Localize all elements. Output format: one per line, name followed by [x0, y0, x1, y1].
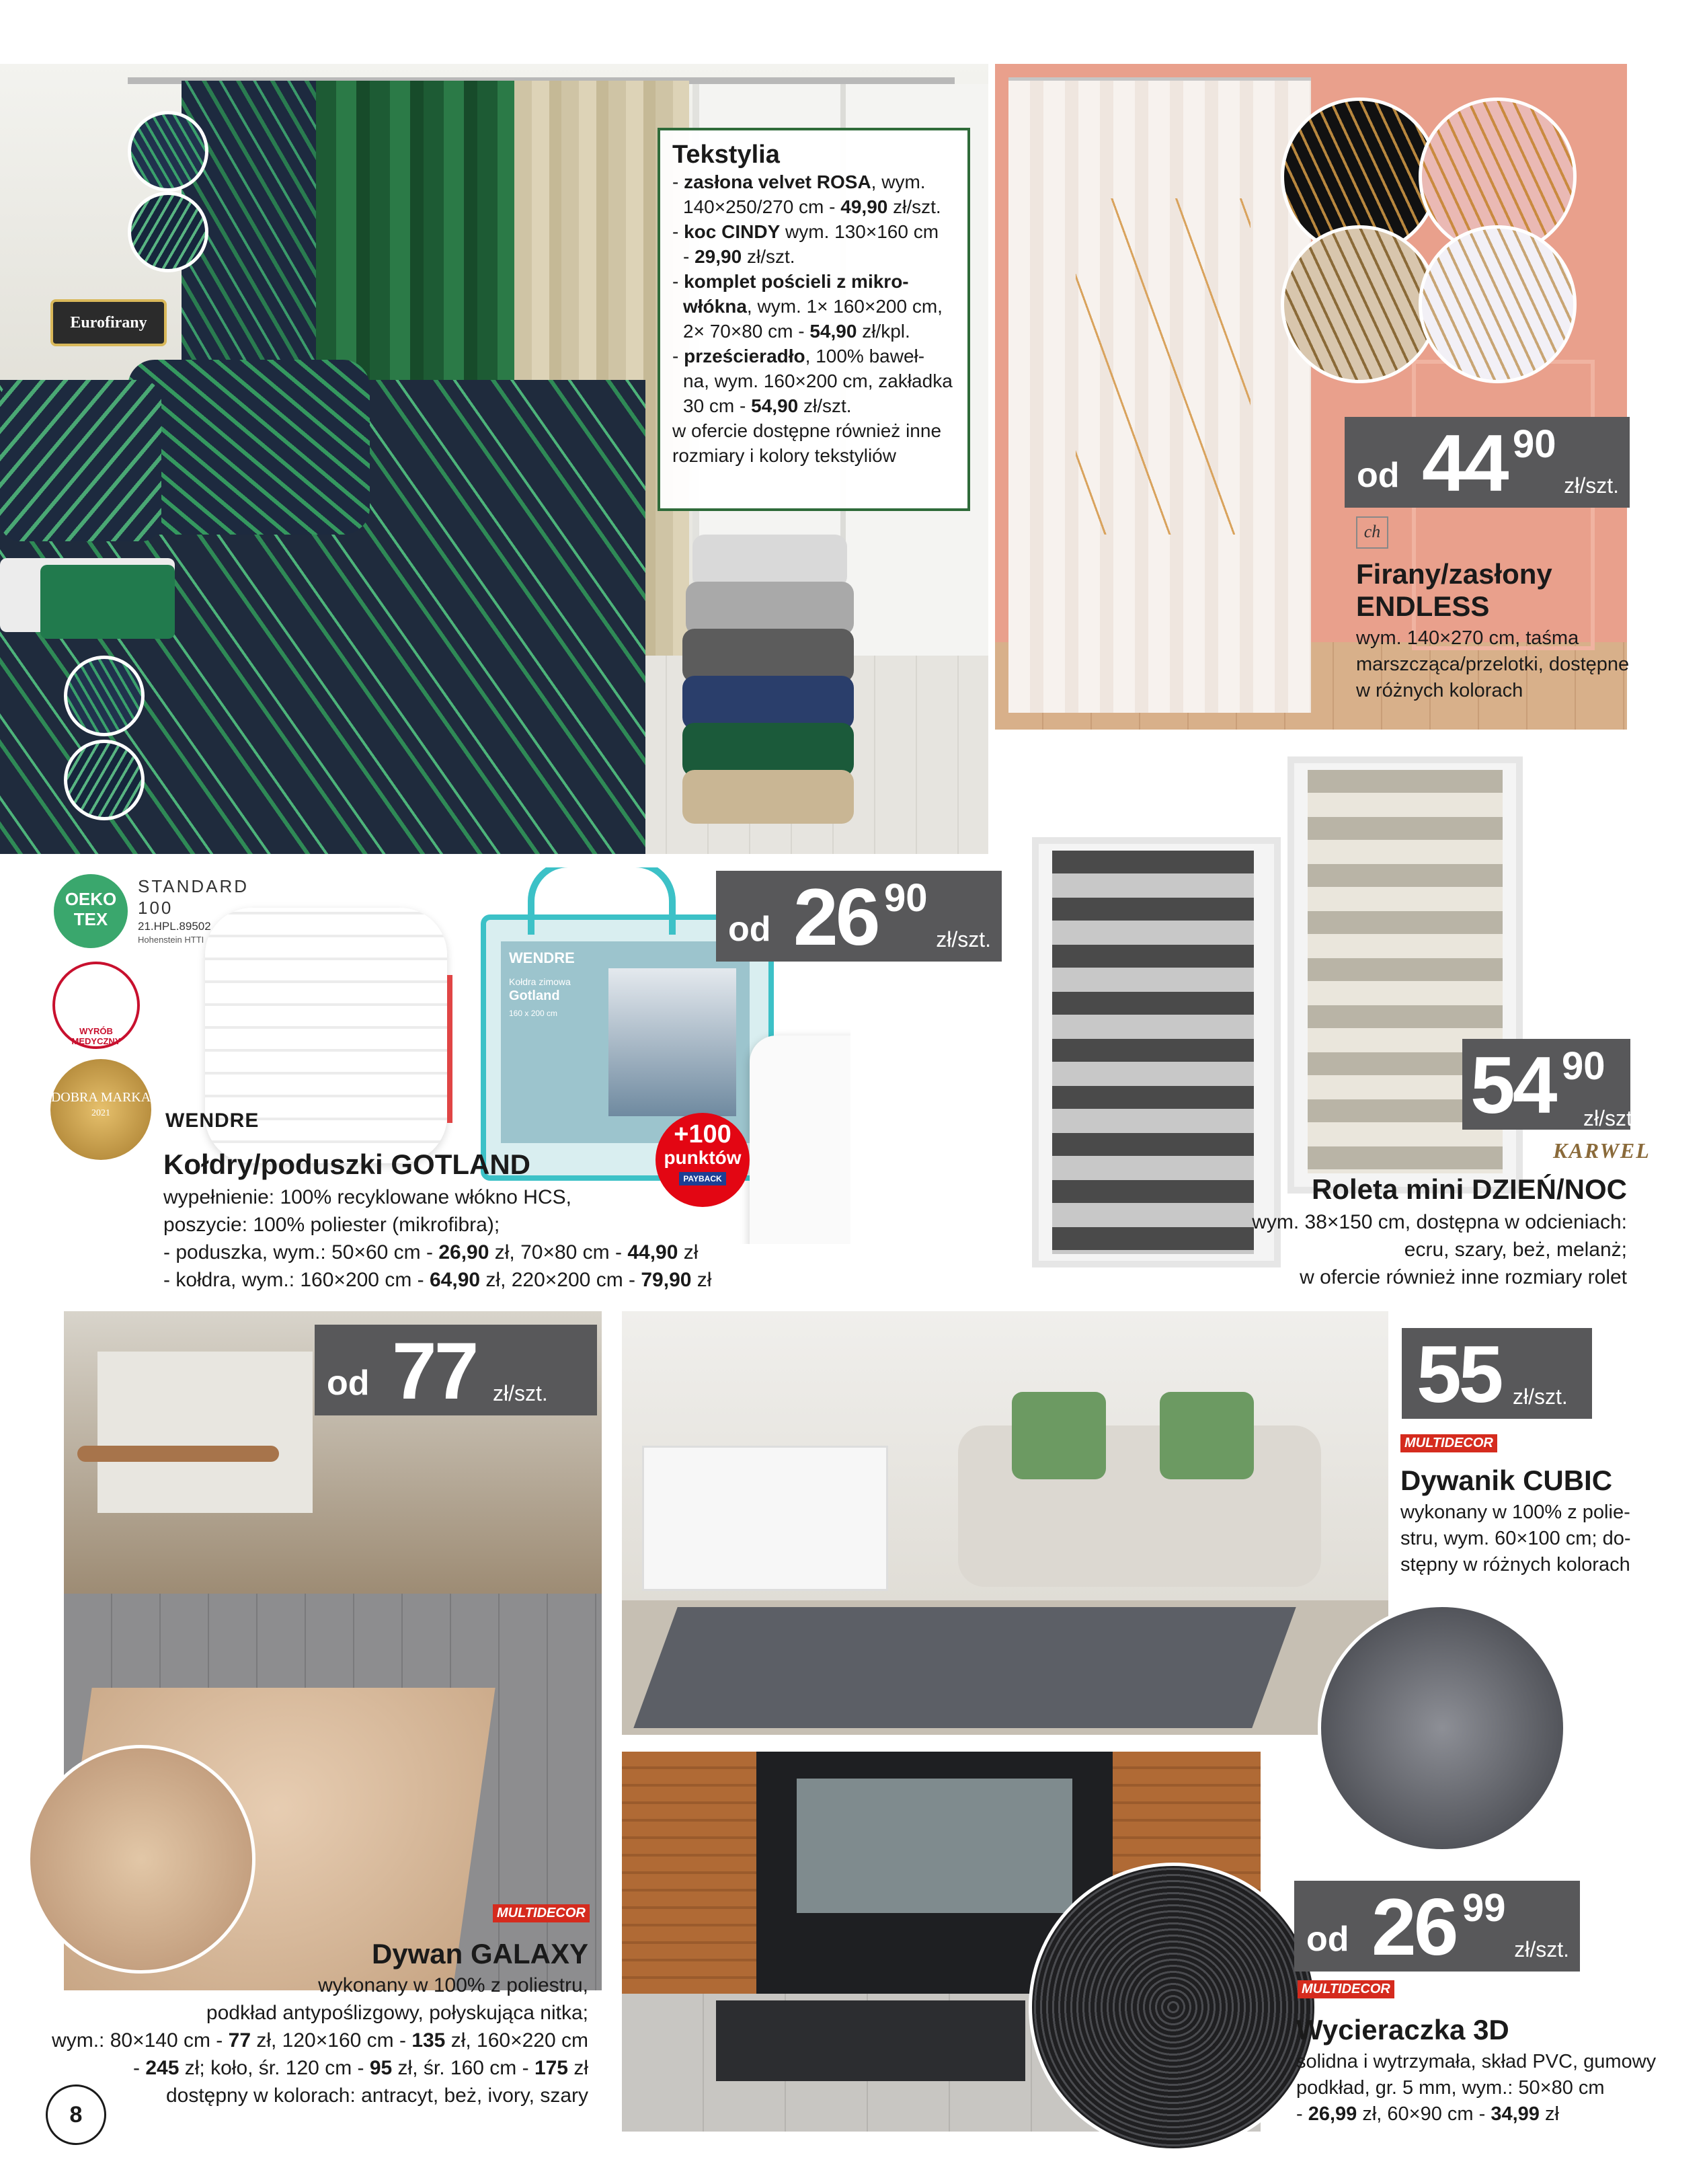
endless-swatch-beige [1281, 225, 1439, 383]
cubic-price-tag: 55 zł/szt. [1402, 1328, 1592, 1419]
cubic-living-room-photo [622, 1311, 1388, 1735]
endless-description: wym. 140×270 cm, taśma marszcząca/przelotki, dostępne w różnych kolorach [1356, 627, 1630, 701]
roleta-description: wym. 38×150 cm, dostępna w odcieniach: ecru, szary, beż, melanż; w ofercie również inne rozmiary rolet [1252, 1211, 1627, 1288]
galaxy-price-tag: od 77 zł/szt. [315, 1325, 597, 1415]
palm-swatch-circle-1 [128, 111, 208, 192]
palm-swatch-circle-4 [64, 740, 145, 820]
cubic-description: wykonany w 100% z polie- stru, wym. 60×100 cm; do- stępny w różnych kolorach [1400, 1502, 1631, 1575]
medical-device-logo: WYRÓB MEDYCZNY [52, 962, 140, 1049]
karwel-logo: KARWEL [1553, 1138, 1651, 1163]
cubic-title: Dywanik CUBIC [1400, 1465, 1613, 1496]
ch-brand-logo: ch [1356, 516, 1388, 549]
payback-points-badge: +100 punktów PAYBACK [656, 1113, 750, 1207]
palm-swatch-circle-3 [64, 656, 145, 736]
multidecor-logo-galaxy: MULTIDECOR [493, 1904, 590, 1922]
palm-swatch-circle-2 [128, 192, 208, 272]
roleta-title: Roleta mini DZIEŃ/NOC [1311, 1173, 1627, 1205]
page-number: 8 [46, 2084, 106, 2145]
tekstylia-title: Tekstylia [672, 141, 780, 169]
gotland-title: Kołdry/poduszki GOTLAND [163, 1148, 530, 1180]
oeko-tex-logo: OEKO TEX STANDARD 100 21.HPL.89502 Hohenstein HTTI [54, 874, 262, 955]
endless-swatch-white [1419, 225, 1577, 383]
wendre-logo: WENDRE [165, 1109, 260, 1132]
galaxy-description: wykonany w 100% z poliestru, podkład antypoślizgowy, połyskująca nitka; wym.: 80×140 cm - 77 zł, 120×160 cm - 135 zł, 160×220 cm - 245 zł; koło, śr. 120 cm - 95 zł, śr. 160 cm - 175 zł dostępny w kolorach: antracyt, beż, ivory, szary [52, 1974, 588, 2107]
wycieraczka-description: solidna i wytrzymała, skład PVC, gumowy podkład, gr. 5 mm, wym.: 50×80 cm - 26,99 zł, 60×90 cm - 34,99 zł [1296, 2051, 1657, 2125]
gotland-description: wypełnienie: 100% recyklowane włókno HCS, poszycie: 100% poliester (mikrofibra); - poduszka, wym.: 50×60 cm - 26,90 zł, 70×80 cm - 44,90 zł - kołdra, wym.: 160×200 cm - 64,90 zł, 220×200 cm - 79,90 zł [163, 1186, 712, 1291]
tekstylia-info-box: Tekstylia - zasłona velvet ROSA, wym. 140×250/270 cm - 49,90 zł/szt. - koc CINDY wym. 130×160 cm - 29,90 zł/szt. - komplet pościeli z mikro- włókna, wym. 1× 160×200 cm, 2× 70×80 cm - 54,90 zł/kpl. - prześcieradło, 100% baweł- na, wym. 160×200 cm, zakładka 30 cm - 54,90 zł/szt. w ofercie dostępne również inne rozmiary i kolory tekstyliów [658, 128, 970, 511]
wycieraczka-title: Wycieraczka 3D [1296, 2014, 1509, 2045]
roleta-price-tag: 54 90 [1462, 1039, 1630, 1130]
galaxy-title: Dywan GALAXY [371, 1938, 588, 1970]
wycieraczka-closeup-circle [1029, 1863, 1318, 2152]
multidecor-logo-wycieraczka: MULTIDECOR [1298, 1980, 1394, 1998]
wycieraczka-price-tag: od 26 99 zł/szt. [1294, 1881, 1580, 1972]
galaxy-rug-closeup-circle [27, 1745, 255, 1974]
dobra-marka-logo: DOBRA MARKA 2021 [50, 1059, 151, 1160]
eurofirany-logo: Eurofirany [50, 299, 167, 346]
roleta-price-unit: zł/szt. [1583, 1106, 1638, 1130]
gotland-duvet-photo: WENDRE Kołdra zimowa Gotland 160 x 200 cm [165, 867, 850, 1244]
endless-price-tag: od 44 90 zł/szt. [1345, 417, 1630, 508]
cubic-rug-closeup-circle [1318, 1604, 1566, 1852]
gotland-price-tag: od 26 90 zł/szt. [716, 871, 1002, 962]
endless-title: Firany/zasłony ENDLESS [1356, 558, 1552, 622]
multidecor-logo-cubic: MULTIDECOR [1400, 1434, 1497, 1452]
